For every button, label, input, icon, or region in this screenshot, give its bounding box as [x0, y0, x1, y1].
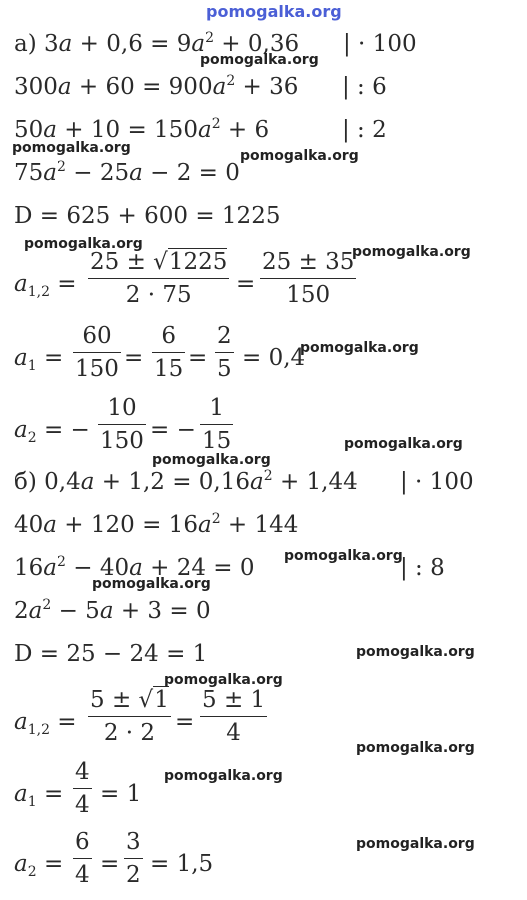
root-2-fraction-a-2: $\frac{1}{15}$	[200, 392, 233, 457]
discriminant-a: D = 625 + 600 = 1225	[14, 203, 281, 229]
multiplier-a-1: | · 100	[343, 31, 417, 57]
equation-a-1: а) $3a + 0,6 = 9a^2 + 0,36$	[14, 30, 300, 57]
multiplier-a-2: | : 6	[342, 74, 387, 100]
equation-a-3: $50a + 10 = 150a^2 + 6$	[14, 116, 270, 143]
roots-label-b: $a_{1,2}$ =	[14, 709, 77, 738]
watermark: pomogalka.org	[12, 140, 131, 156]
roots-fraction-b-2: $\frac{5 \pm 1}{4}$	[200, 684, 267, 749]
watermark: pomogalka.org	[200, 52, 319, 68]
root-1-value-a: = 0,4	[242, 345, 306, 371]
watermark: pomogalka.org	[300, 340, 419, 356]
root-2-value-b: = 1,5	[150, 851, 214, 877]
roots-fraction-a-2: $\frac{25 \pm 35}{150}$	[260, 246, 356, 311]
part-a-label: а)	[14, 31, 37, 57]
root-2-label-b: $a_2$ =	[14, 851, 64, 880]
watermark: pomogalka.org	[284, 548, 403, 564]
part-b-label: б)	[14, 469, 37, 495]
site-watermark-top[interactable]: pomogalka.org	[206, 2, 342, 21]
equation-b-4: $2a^2 - 5a + 3 = 0$	[14, 597, 211, 624]
watermark: pomogalka.org	[164, 768, 283, 784]
root-1-fraction-a-3: $\frac{2}{5}$	[215, 320, 234, 385]
watermark: pomogalka.org	[356, 836, 475, 852]
watermark: pomogalka.org	[152, 452, 271, 468]
root-1-fraction-b: $\frac{4}{4}$	[73, 756, 92, 821]
root-1-label-b: $a_1$ =	[14, 781, 64, 810]
multiplier-b-1: | · 100	[400, 469, 474, 495]
watermark: pomogalka.org	[344, 436, 463, 452]
watermark: pomogalka.org	[24, 236, 143, 252]
watermark: pomogalka.org	[164, 672, 283, 688]
roots-fraction-a-1: $\frac{25 \pm √1225}{2 \cdot 75}$	[88, 246, 229, 311]
multiplier-b-2: | : 8	[400, 555, 445, 581]
watermark: pomogalka.org	[92, 576, 211, 592]
watermark: pomogalka.org	[356, 740, 475, 756]
discriminant-b: D = 25 − 24 = 1	[14, 641, 208, 667]
watermark: pomogalka.org	[356, 644, 475, 660]
equation-a-4: $75a^2 - 25a - 2 = 0$	[14, 159, 240, 186]
root-1-label-a: $a_1$ =	[14, 345, 64, 374]
multiplier-a-3: | : 2	[342, 117, 387, 143]
equation-b-3: $16a^2 - 40a + 24 = 0$	[14, 554, 255, 581]
equation-b-1: б) $0,4a + 1,2 = 0,16a^2 + 1,44$	[14, 468, 358, 495]
root-1-fraction-a-1: $\frac{60}{150}$	[73, 320, 121, 385]
watermark: pomogalka.org	[352, 244, 471, 260]
equation-a-2: $300a + 60 = 900a^2 + 36$	[14, 73, 299, 100]
root-2-label-a: $a_2$ = −	[14, 417, 90, 446]
root-2-fraction-b-2: $\frac{3}{2}$	[124, 826, 143, 891]
equation-b-2: $40a + 120 = 16a^2 + 144$	[14, 511, 299, 538]
roots-label-a: $a_{1,2}$ =	[14, 271, 77, 300]
root-2-fraction-a-1: $\frac{10}{150}$	[98, 392, 146, 457]
watermark: pomogalka.org	[240, 148, 359, 164]
root-1-fraction-a-2: $\frac{6}{15}$	[152, 320, 185, 385]
roots-fraction-b-1: $\frac{5 \pm √1}{2 \cdot 2}$	[88, 684, 171, 749]
root-1-value-b: = 1	[100, 781, 142, 807]
root-2-fraction-b-1: $\frac{6}{4}$	[73, 826, 92, 891]
